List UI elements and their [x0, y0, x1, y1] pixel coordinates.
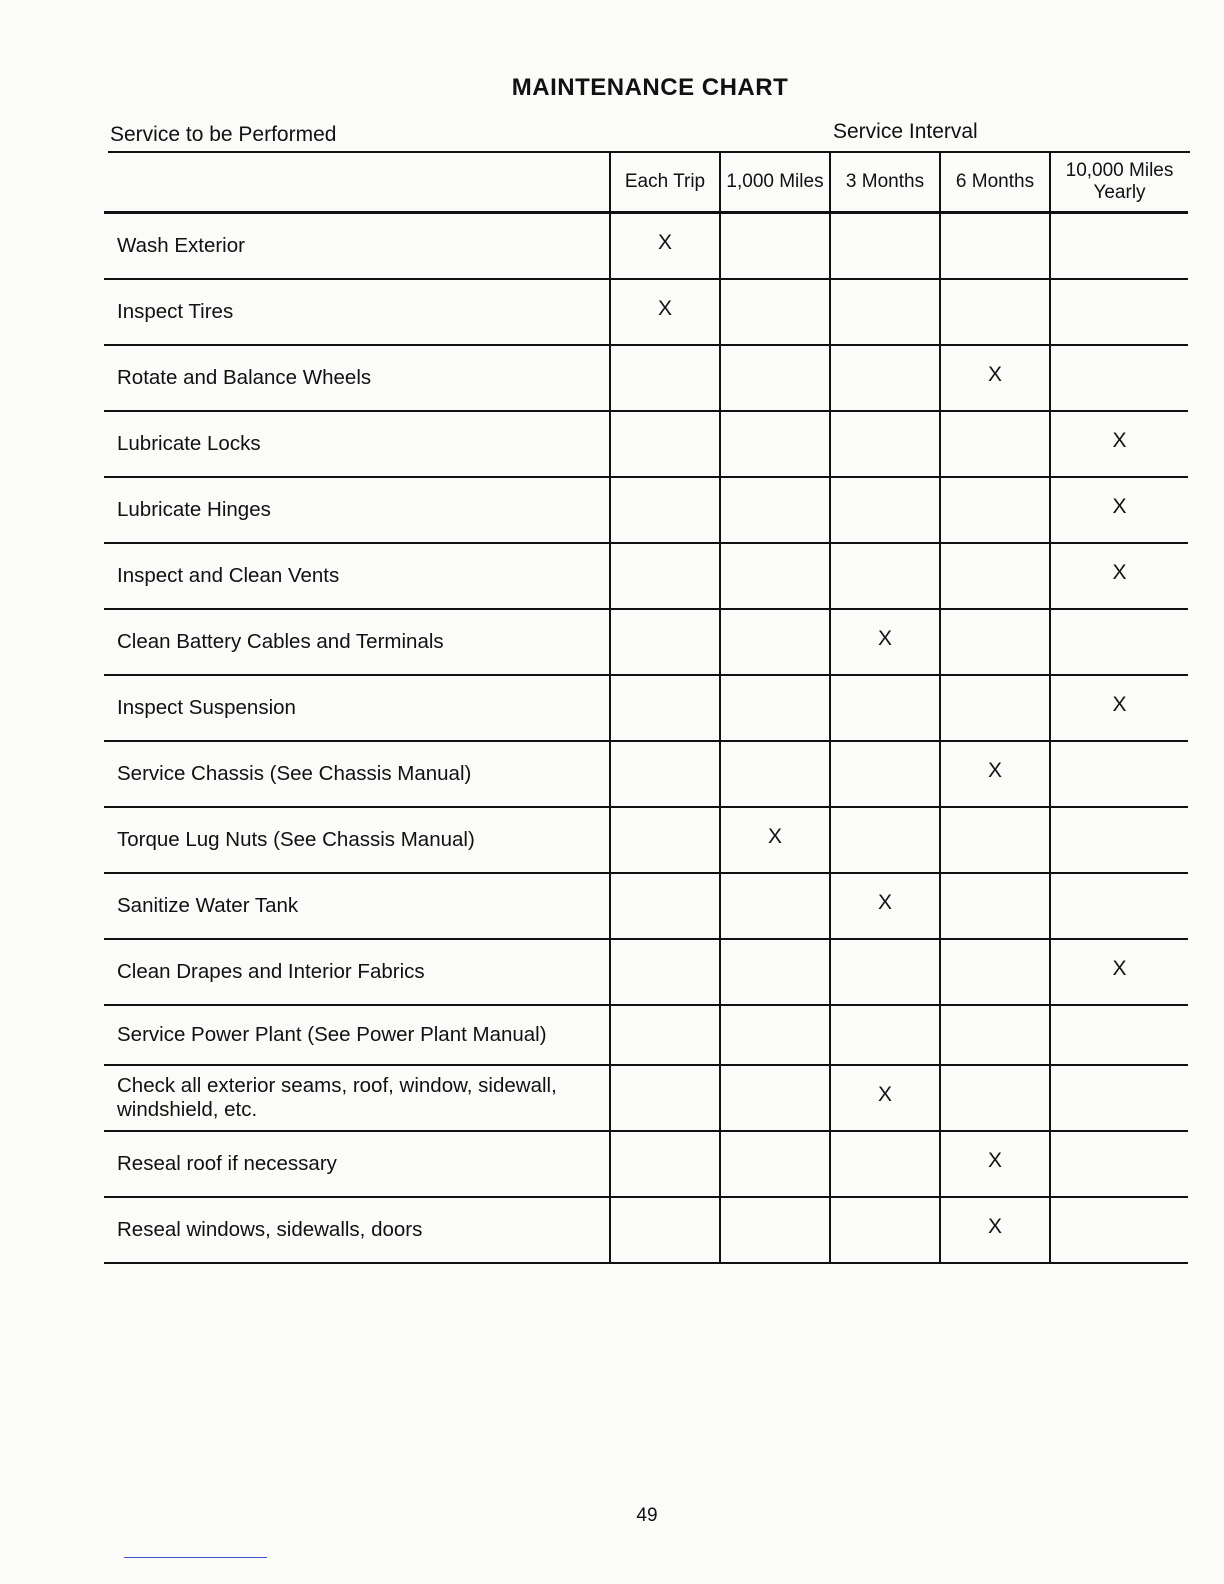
interval-mark: X: [1050, 411, 1188, 477]
interval-cell: [830, 411, 940, 477]
interval-cell: [940, 213, 1050, 280]
interval-cell: [940, 411, 1050, 477]
table-row: [104, 939, 1188, 1005]
interval-cell: [1050, 213, 1188, 280]
interval-mark: X: [830, 1065, 940, 1131]
interval-cell: [720, 543, 830, 609]
interval-cell: [830, 345, 940, 411]
interval-column-label: Service Interval: [833, 120, 978, 143]
interval-cell: [1050, 1197, 1188, 1263]
table-row: [104, 807, 1188, 873]
interval-cell: [940, 939, 1050, 1005]
interval-mark: X: [610, 279, 720, 345]
table-row: [104, 873, 1188, 939]
column-header-6-months: 6 Months: [940, 152, 1050, 213]
table-row: [104, 477, 1188, 543]
service-name: Inspect Suspension: [104, 675, 610, 741]
interval-cell: [610, 807, 720, 873]
interval-mark: X: [830, 873, 940, 939]
interval-cell: [720, 213, 830, 280]
interval-cell: [830, 741, 940, 807]
service-column-label: Service to be Performed: [110, 123, 337, 146]
footer-line: [124, 1557, 267, 1558]
interval-mark: X: [610, 213, 720, 280]
table-row: [104, 609, 1188, 675]
service-name: Check all exterior seams, roof, window, sidewall, windshield, etc.: [104, 1065, 610, 1131]
interval-cell: [610, 1065, 720, 1131]
interval-mark: X: [1050, 675, 1188, 741]
service-name: Sanitize Water Tank: [104, 873, 610, 939]
interval-cell: [1050, 345, 1188, 411]
service-name: Service Power Plant (See Power Plant Manual): [104, 1005, 610, 1065]
interval-cell: [610, 411, 720, 477]
interval-mark: X: [940, 741, 1050, 807]
table-row: [104, 741, 1188, 807]
interval-cell: [1050, 1005, 1188, 1065]
column-header-each-trip: Each Trip: [610, 152, 720, 213]
column-header-1000-miles: 1,000 Miles: [720, 152, 830, 213]
interval-mark: X: [940, 1197, 1050, 1263]
interval-cell: [720, 1065, 830, 1131]
interval-mark: X: [830, 609, 940, 675]
interval-cell: [610, 543, 720, 609]
interval-cell: [830, 1197, 940, 1263]
table-row: [104, 1065, 1188, 1131]
table-row: [104, 543, 1188, 609]
interval-cell: [720, 1197, 830, 1263]
table-row: [104, 1131, 1188, 1197]
interval-cell: [830, 1131, 940, 1197]
interval-cell: [940, 609, 1050, 675]
service-name: Reseal windows, sidewalls, doors: [104, 1197, 610, 1263]
interval-cell: [830, 939, 940, 1005]
interval-cell: [940, 1005, 1050, 1065]
interval-cell: [720, 609, 830, 675]
table-body: [104, 213, 1188, 1264]
table-row: [104, 411, 1188, 477]
interval-cell: [940, 477, 1050, 543]
table-row: [104, 1005, 1188, 1065]
interval-cell: [720, 279, 830, 345]
interval-cell: [940, 873, 1050, 939]
interval-mark: X: [720, 807, 830, 873]
interval-cell: [1050, 807, 1188, 873]
service-name: Inspect and Clean Vents: [104, 543, 610, 609]
interval-cell: [940, 543, 1050, 609]
table-row: [104, 675, 1188, 741]
interval-cell: [720, 411, 830, 477]
table-row: [104, 1197, 1188, 1263]
interval-mark: X: [1050, 543, 1188, 609]
interval-cell: [610, 477, 720, 543]
interval-cell: [830, 543, 940, 609]
interval-cell: [720, 1131, 830, 1197]
interval-cell: [830, 675, 940, 741]
interval-cell: [720, 939, 830, 1005]
interval-mark: X: [940, 345, 1050, 411]
interval-cell: [1050, 741, 1188, 807]
service-name: Torque Lug Nuts (See Chassis Manual): [104, 807, 610, 873]
interval-cell: [1050, 279, 1188, 345]
interval-cell: [830, 213, 940, 280]
service-name: Reseal roof if necessary: [104, 1131, 610, 1197]
interval-cell: [830, 807, 940, 873]
service-name: Clean Drapes and Interior Fabrics: [104, 939, 610, 1005]
interval-cell: [720, 477, 830, 543]
interval-cell: [830, 477, 940, 543]
interval-cell: [610, 609, 720, 675]
table-header-row: [104, 152, 1188, 213]
interval-cell: [610, 345, 720, 411]
interval-cell: [720, 675, 830, 741]
interval-cell: [720, 1005, 830, 1065]
interval-cell: [610, 675, 720, 741]
interval-cell: [1050, 873, 1188, 939]
service-name: Wash Exterior: [104, 213, 610, 280]
service-name: Lubricate Locks: [104, 411, 610, 477]
service-name: Rotate and Balance Wheels: [104, 345, 610, 411]
interval-cell: [940, 1065, 1050, 1131]
interval-cell: [720, 741, 830, 807]
interval-cell: [610, 1131, 720, 1197]
interval-cell: [610, 741, 720, 807]
interval-mark: X: [1050, 477, 1188, 543]
interval-cell: [610, 873, 720, 939]
interval-cell: [830, 1005, 940, 1065]
service-name: Inspect Tires: [104, 279, 610, 345]
page-title: MAINTENANCE CHART: [511, 74, 789, 101]
maintenance-table: [104, 152, 1188, 1264]
interval-cell: [610, 1197, 720, 1263]
table-row: [104, 279, 1188, 345]
interval-cell: [720, 345, 830, 411]
interval-cell: [1050, 1065, 1188, 1131]
page-number: 49: [636, 1505, 658, 1526]
blank-header-cell: [104, 152, 610, 213]
interval-mark: X: [940, 1131, 1050, 1197]
column-header-10000-miles-yearly: 10,000 Miles Yearly: [1050, 152, 1188, 213]
interval-cell: [720, 873, 830, 939]
interval-cell: [940, 279, 1050, 345]
interval-cell: [830, 279, 940, 345]
service-name: Lubricate Hinges: [104, 477, 610, 543]
column-header-3-months: 3 Months: [830, 152, 940, 213]
service-name: Service Chassis (See Chassis Manual): [104, 741, 610, 807]
interval-cell: [940, 807, 1050, 873]
interval-cell: [1050, 609, 1188, 675]
interval-cell: [610, 939, 720, 1005]
table-row: [104, 213, 1188, 280]
service-name: Clean Battery Cables and Terminals: [104, 609, 610, 675]
interval-cell: [1050, 1131, 1188, 1197]
interval-mark: X: [1050, 939, 1188, 1005]
interval-cell: [940, 675, 1050, 741]
interval-cell: [610, 1005, 720, 1065]
table-row: [104, 345, 1188, 411]
